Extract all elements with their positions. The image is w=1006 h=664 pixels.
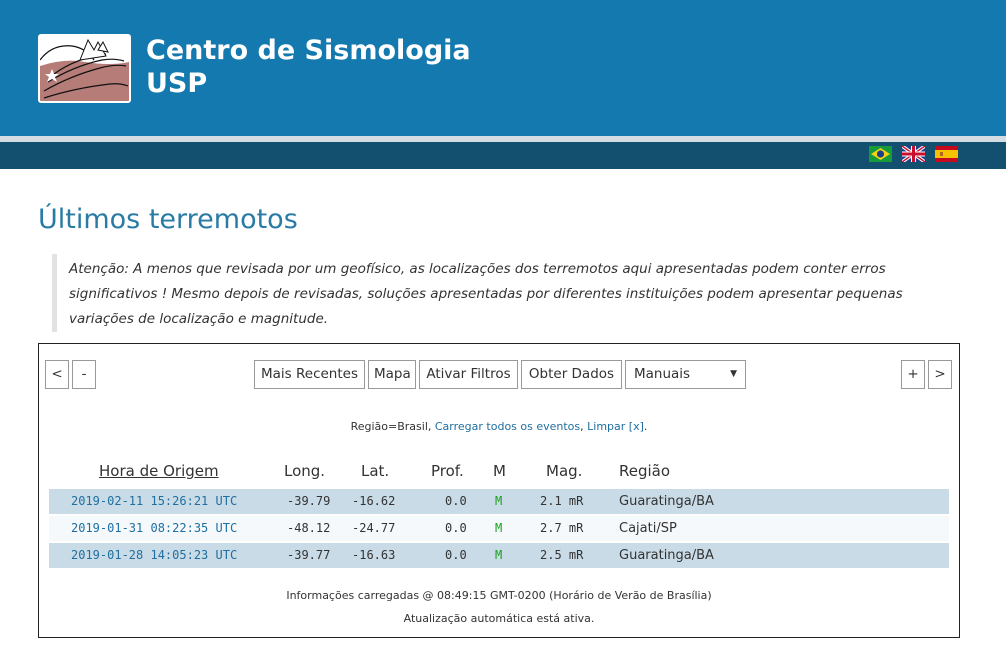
most-recent-button[interactable]: Mais Recentes [254,360,365,389]
longitude: -48.12 [287,521,331,535]
solution-type-select[interactable] [625,360,746,389]
clear-filter-link[interactable]: Limpar [x] [587,420,644,433]
site-title[interactable] [146,34,471,100]
table-header [39,462,959,482]
uk-flag-icon[interactable] [902,146,925,162]
header-depth: Prof. [431,462,464,480]
latitude: -16.62 [352,494,396,508]
zoom-out-button[interactable]: - [72,360,96,389]
longitude: -39.79 [287,494,331,508]
depth: 0.0 [445,494,467,508]
longitude: -39.77 [287,548,331,562]
table-row[interactable] [49,516,949,541]
nav-row-secondary [968,38,1006,63]
page-title: Últimos terremotos [38,204,298,235]
language-flags [869,146,958,162]
manual-flag-link[interactable]: M [495,494,503,508]
auto-update-status: Atualização automática está ativa. [403,612,595,625]
activate-filters-button[interactable]: Ativar Filtros [419,360,518,389]
select-value: Manuais [634,366,691,382]
origin-time-link[interactable]: 2019-02-11 15:26:21 UTC [71,494,238,508]
map-button[interactable]: Mapa [368,360,416,389]
header-latitude: Lat. [361,462,390,480]
spain-flag-icon[interactable] [935,146,958,162]
table-row[interactable] [49,543,949,568]
filter-separator: , [580,420,588,433]
language-bar [0,142,1006,169]
manual-flag-link[interactable]: M [495,521,503,535]
dropdown-caret-icon: ▼ [730,369,737,379]
manual-flag-link[interactable]: M [495,548,503,562]
latitude: -16.63 [352,548,396,562]
get-data-button[interactable]: Obter Dados [521,360,622,389]
site-title-line2: USP [146,68,208,99]
site-logo[interactable] [38,34,131,103]
warning-notice: Atenção: A menos que revisada por um geofísico, as localizações dos terremotos aqui apresentadas podem conter erros significativos ! Mesmo depois de revisadas, soluções apresentadas por diferentes instituições podem apresentar pequenas variações de localização e magnitude. [52,254,952,332]
region: Cajati/SP [619,521,677,536]
region: Guaratinga/BA [619,548,714,563]
origin-time-link[interactable]: 2019-01-31 08:22:35 UTC [71,521,238,535]
depth: 0.0 [445,521,467,535]
origin-time-link[interactable]: 2019-01-28 14:05:23 UTC [71,548,238,562]
brazil-flag-icon[interactable] [869,146,892,162]
load-all-events-link[interactable]: Carregar todos os eventos [434,420,581,433]
header-m: M [493,462,506,480]
filter-region: Região=Brasil, [350,420,432,433]
header-region: Região [619,462,671,480]
next-button[interactable]: > [928,360,952,389]
filter-status [39,420,959,433]
zoom-in-button[interactable]: + [901,360,925,389]
magnitude: 2.5 mR [540,548,584,562]
site-title-line1: Centro de Sismologia [146,35,471,66]
loaded-info: Informações carregadas @ 08:49:15 GMT-0200 (Horário de Verão de Brasília) [286,589,712,602]
header-origin-time[interactable]: Hora de Origem [99,462,219,480]
earthquake-panel [38,343,960,638]
previous-button[interactable]: < [45,360,69,389]
header-magnitude: Mag. [546,462,583,480]
depth: 0.0 [445,548,467,562]
table-row[interactable] [49,489,949,514]
magnitude: 2.1 mR [540,494,584,508]
magnitude: 2.7 mR [540,521,584,535]
latitude: -24.77 [352,521,396,535]
header-longitude: Long. [284,462,326,480]
site-header [0,0,1006,136]
region: Guaratinga/BA [619,494,714,509]
filter-suffix: . [643,420,648,433]
